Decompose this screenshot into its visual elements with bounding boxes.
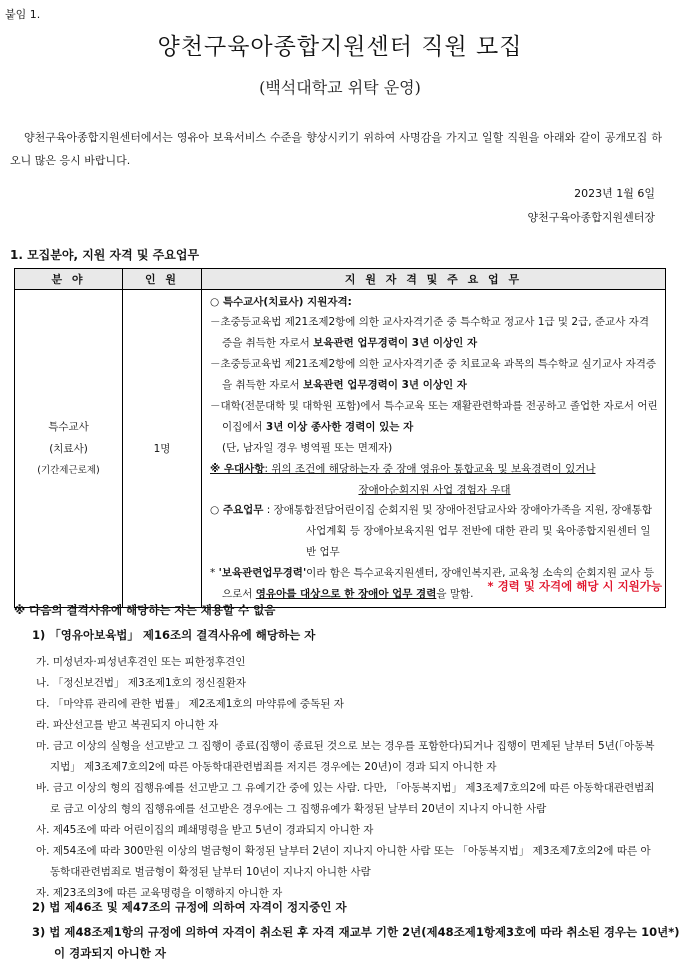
count-cell: 1명 [123,290,202,608]
disqualification-list [36,652,660,904]
list-item: 사. 제45조에 따라 어린이집의 폐쇄명령을 받고 5년이 경과되지 아니한 자 [36,824,374,836]
eligibility-note: * 경력 및 자격에 해당 시 지원가능 [487,579,662,593]
header-count: 인 원 [123,269,202,290]
qualification-note: (단, 남자일 경우 병역필 또는 면제자) [222,442,393,454]
list-item: 마. 금고 이상의 실형을 선고받고 그 집행이 종료(집행이 종료된 것으로 보는 경우를 포함한다)되거나 집행이 면제된 날부터 5년(「아동복지법」 제3조제7호의2에 따른 아동학대관련범죄를 저지른 경우에는 20년)이 경과 되지 아니한 자 [36,740,655,773]
announcement-date: 2023년 1월 6일 [574,187,655,200]
table-header-row [15,269,666,290]
section-title: 1. 모집분야, 지원 자격 및 주요업무 [10,248,200,262]
list-item: 나. 「정신보건법」 제3조제1호의 정신질환자 [36,677,246,689]
page-subtitle: (백석대학교 위탁 운영) [259,78,421,97]
qualification-item-3: －대학(전문대학 및 대학원 포함)에서 특수교육 또는 재활관련학과를 전공하고 졸업한 자로서 어린이집에서 3년 이상 종사한 경력이 있는 자 [210,400,658,433]
list-item: 다. 「마약류 관리에 관한 법률」 제2조제1호의 마약류에 중독된 자 [36,698,344,710]
disqualification-title: ※ 다음의 결격사유에 해당하는 자는 채용할 수 없음 [14,603,276,617]
list-item: 아. 제54조에 따라 300만원 이상의 벌금형이 확정된 날부터 2년이 지나지 아니한 사람 또는 「아동복지법」 제3조제7호의2에 따른 아동학대관련범죄로 벌금형이 확정된 날부터 10년이 지나지 아니한 사람 [36,845,651,878]
recruitment-table [14,268,666,608]
qualification-heading: ○ 특수교사(치료사) 지원자격: [210,296,352,308]
preference-line-2: 장애아순회지원 사업 경험자 우대 [358,484,511,496]
header-requirements: 지 원 자 격 및 주 요 업 무 [202,269,666,290]
list-item: 바. 금고 이상의 형의 집행유예를 선고받고 그 유예기간 중에 있는 사람. 다만, 「아동복지법」 제3조제7호의2에 따른 아동학대관련범죄로 금고 이상의 형의 집행유예를 선고받은 경우에는 그 집행유예가 확정된 날부터 20년이 지나지 아니한 사람 [36,782,655,815]
disqualification-heading-2: 2) 법 제46조 및 제47조의 규정에 의하여 자격이 정지중인 자 [32,900,347,914]
list-item: 라. 파산선고를 받고 복권되지 아니한 자 [36,719,219,731]
field-cell [15,290,123,608]
signer: 양천구육아종합지원센터장 [527,211,655,224]
main-duties: ○ 주요업무 : 장애통합전담어린이집 순회지원 및 장애아전담교사와 장애아가족을 지원, 장애통합 사업계획 등 장애아보육지원 업무 전반에 대한 관리 및 육아종합지원센터 일반 업무 [210,504,652,558]
experience-definition: * '보육관련업무경력'이라 함은 특수교육지원센터, 장애인복지관, 교육청 소속의 순회지원 교사 등으로서 영유아를 대상으로 한 장애아 업무 경력을 말함. [210,567,654,600]
intro-paragraph: 양천구육아종합지원센터에서는 영유아 보육서비스 수준을 향상시키기 위하여 사명감을 가지고 일할 직원을 아래와 같이 공개모집 하오니 많은 응시 바랍니다. [10,131,662,167]
preference-line: ※ 우대사항: 위의 조건에 해당하는자 중 장애 영유아 통합교육 및 보육경력이 있거나 [210,463,596,475]
table-row [15,290,666,608]
field-role: (치료사) [49,442,88,455]
disqualification-heading-1: 1) 「영유아보육법」 제16조의 결격사유에 해당하는 자 [32,628,316,642]
list-item: 가. 미성년자·피성년후견인 또는 피한정후견인 [36,656,246,668]
list-item: 자. 제23조의3에 따른 교육명령을 이행하지 아니한 자 [36,887,283,899]
page-title: 양천구육아종합지원센터 직원 모집 [157,34,523,60]
requirements-cell [202,290,666,608]
disqualification-heading-3: 3) 법 제48조제1항의 규정에 의하여 자격이 취소된 후 자격 재교부 기한 2년(제48조제1항제3호에 따라 취소된 경우는 10년*)이 경과되지 아니한 자 [32,925,680,960]
field-contract-type: (기간제근로제) [37,464,100,476]
field-name: 특수교사 [48,420,89,433]
qualification-item-2: －초중등교육법 제21조제2항에 의한 교사자격기준 중 치료교육 과목의 특수학교 실기교사 자격증을 취득한 자로서 보육관련 업무경력이 3년 이상인 자 [210,358,657,391]
annex-label: 붙임 1. [5,8,41,21]
qualification-item-1: －초중등교육법 제21조제2항에 의한 교사자격기준 중 특수학교 정교사 1급 및 2급, 준교사 자격증을 취득한 자로서 보육관련 업무경력이 3년 이상인 자 [210,316,649,349]
header-field: 분 야 [15,269,123,290]
